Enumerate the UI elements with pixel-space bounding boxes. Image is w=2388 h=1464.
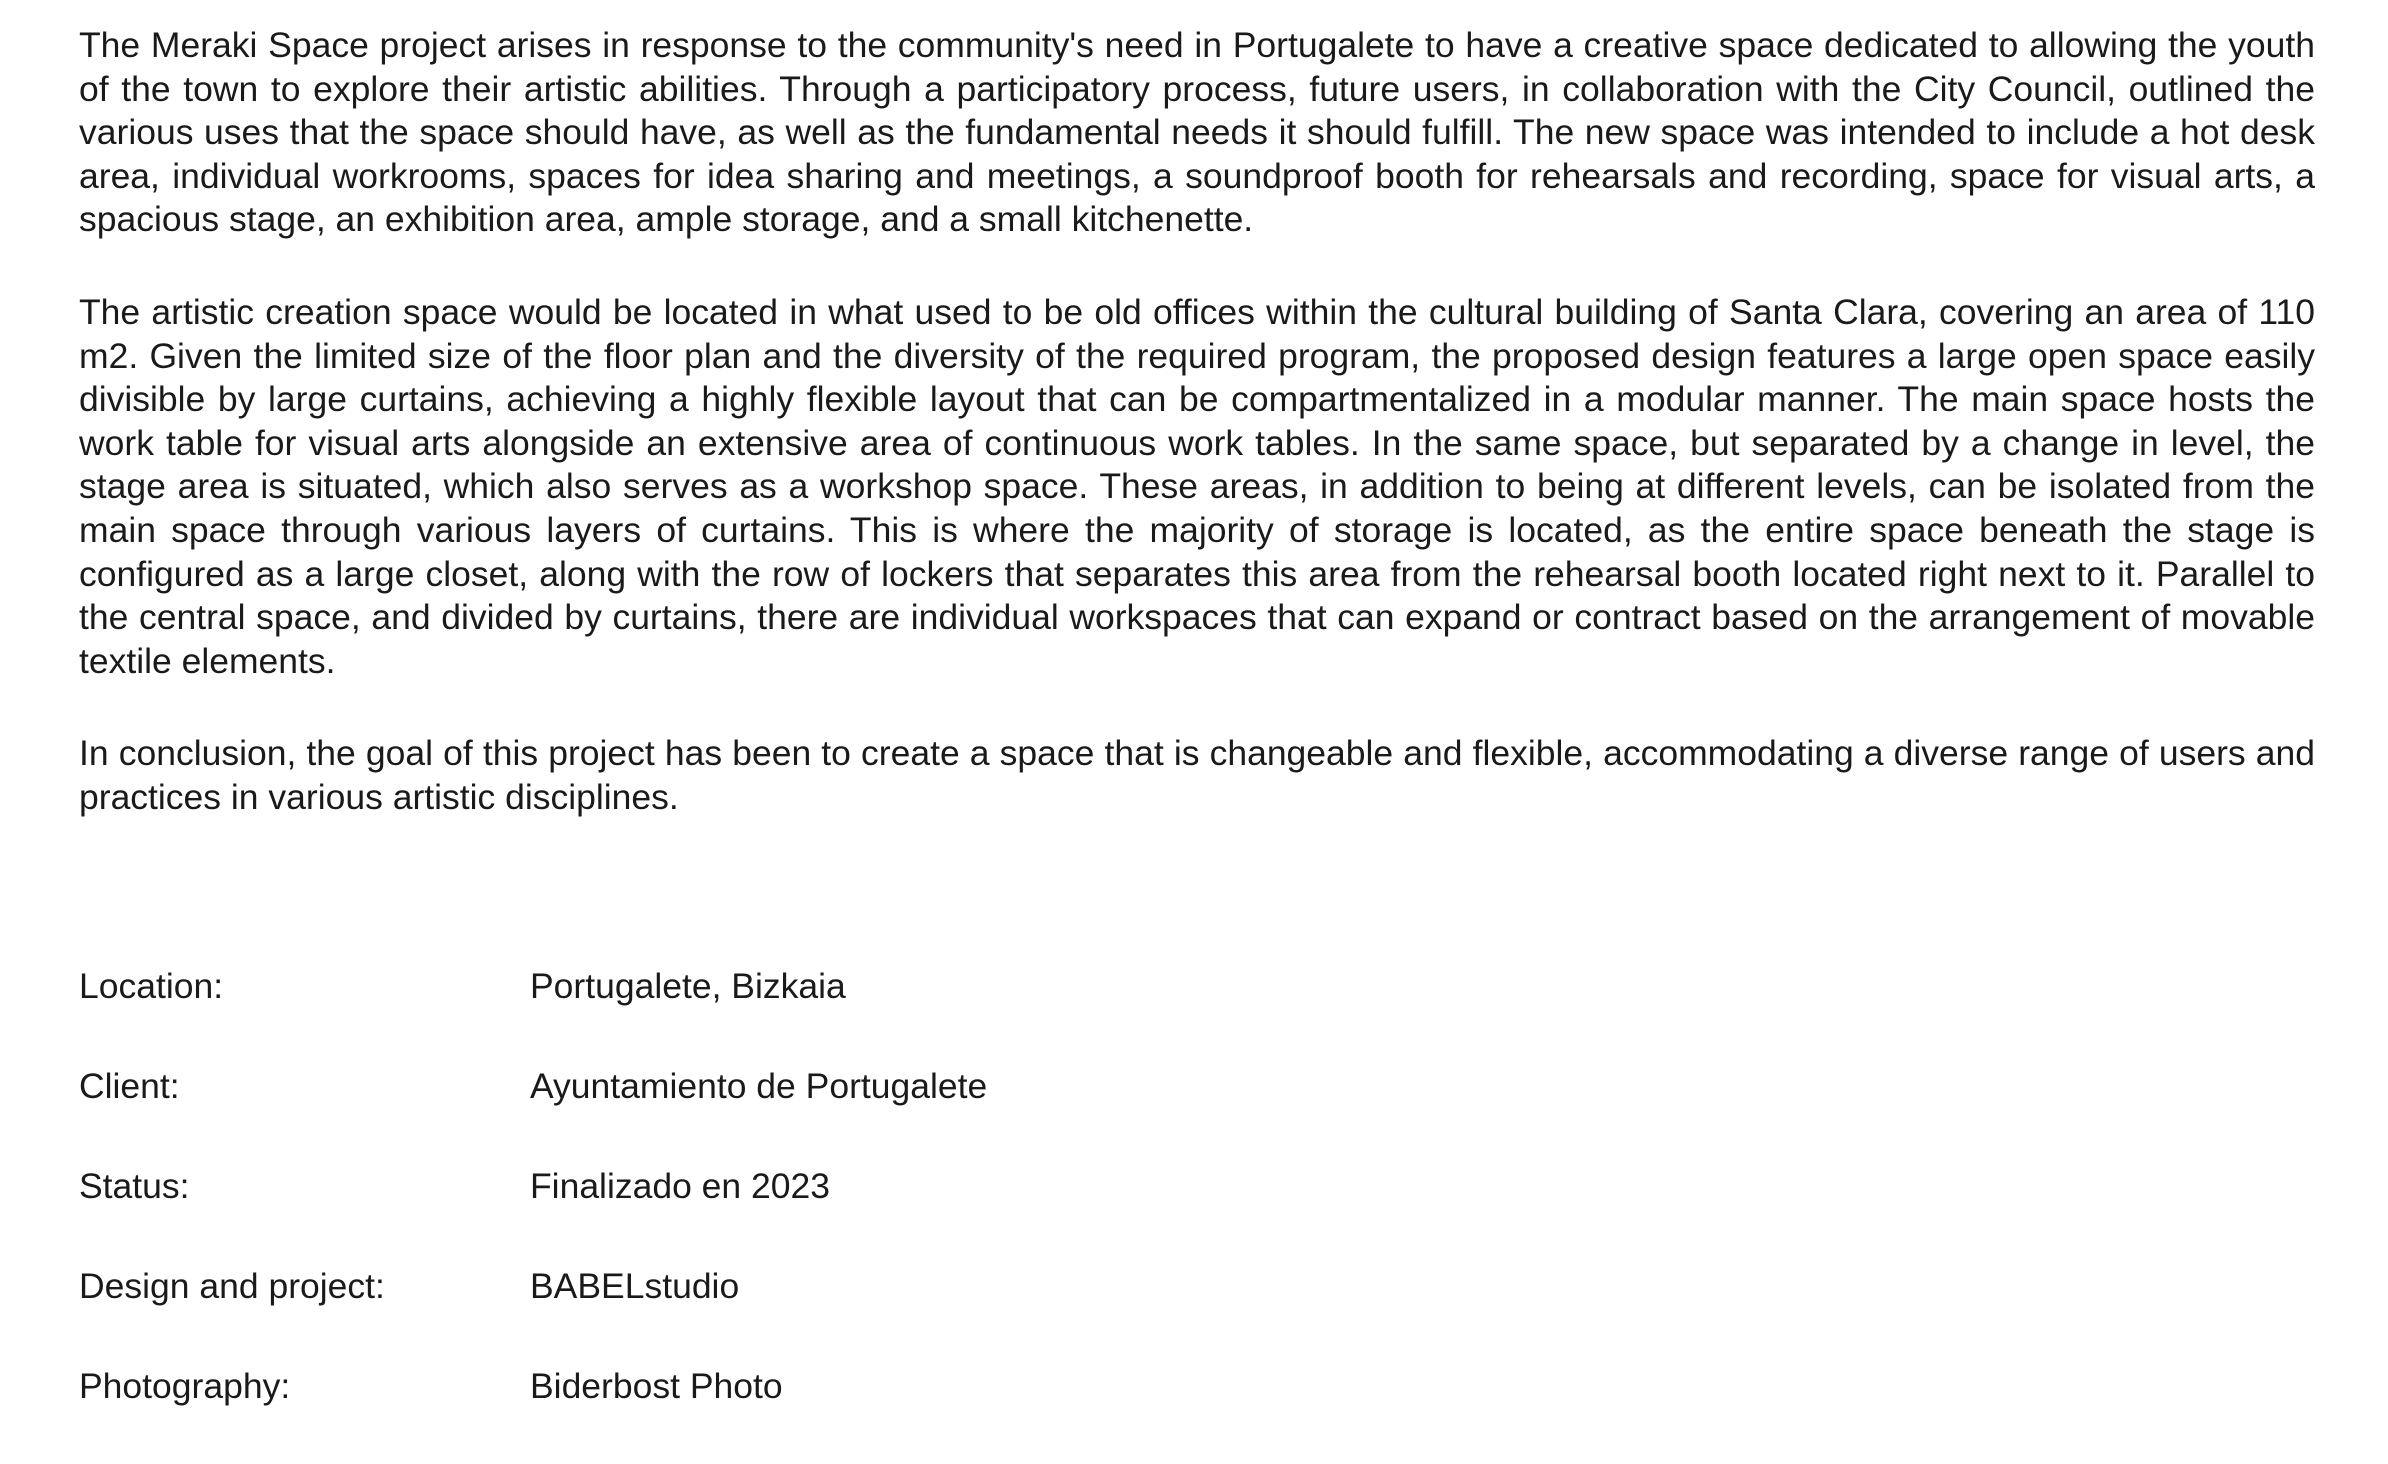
detail-value: Finalizado en 2023: [530, 1166, 830, 1206]
detail-value: BABELstudio: [530, 1266, 740, 1306]
detail-row-status: [79, 1164, 1479, 1264]
project-description: [79, 24, 2315, 820]
detail-label: Location:: [79, 966, 224, 1006]
detail-row-client: [79, 1064, 1479, 1164]
detail-value: Portugalete, Bizkaia: [530, 966, 846, 1006]
detail-row-photography: [79, 1364, 1479, 1464]
project-details: [79, 964, 1479, 1464]
detail-row-design: [79, 1264, 1479, 1364]
detail-row-location: [79, 964, 1479, 1064]
detail-label: Client:: [79, 1066, 180, 1106]
paragraph-intro: The Meraki Space project arises in response to the community's need in Portugalete to have a creative space dedicated to allowing the youth of the town to explore their artistic abilities. Through a participatory process, future users, in collaboration with the City Council, outlined the various uses that the space should have, as well as the fundamental needs it should fulfill. The new space was intended to include a hot desk area, individual workrooms, spaces for idea sharing and meetings, a soundproof booth for rehearsals and recording, space for visual arts, a spacious stage, an exhibition area, ample storage, and a small kitchenette.: [79, 25, 2315, 240]
detail-label: Status:: [79, 1166, 190, 1206]
paragraph-conclusion: In conclusion, the goal of this project has been to create a space that is changeable and flexible, accommodating a diverse range of users and practices in various artistic disciplines.: [79, 733, 2315, 817]
detail-label: Design and project:: [79, 1266, 385, 1306]
detail-value: Biderbost Photo: [530, 1366, 783, 1406]
detail-label: Photography:: [79, 1366, 291, 1406]
detail-value: Ayuntamiento de Portugalete: [530, 1066, 988, 1106]
paragraph-design: The artistic creation space would be located in what used to be old offices within the cultural building of Santa Clara, covering an area of 110 m2. Given the limited size of the floor plan and the diversity of the required program, the proposed design features a large open space easily divisible by large curtains, achieving a highly flexible layout that can be compartmentalized in a modular manner. The main space hosts the work table for visual arts alongside an extensive area of continuous work tables. In the same space, but separated by a change in level, the stage area is situated, which also serves as a workshop space. These areas, in addition to being at different levels, can be isolated from the main space through various layers of curtains. This is where the majority of storage is located, as the entire space beneath the stage is configured as a large closet, along with the row of lockers that separates this area from the rehearsal booth located right next to it. Parallel to the central space, and divided by curtains, there are individual workspaces that can expand or contract based on the arrangement of movable textile elements.: [79, 291, 2315, 681]
